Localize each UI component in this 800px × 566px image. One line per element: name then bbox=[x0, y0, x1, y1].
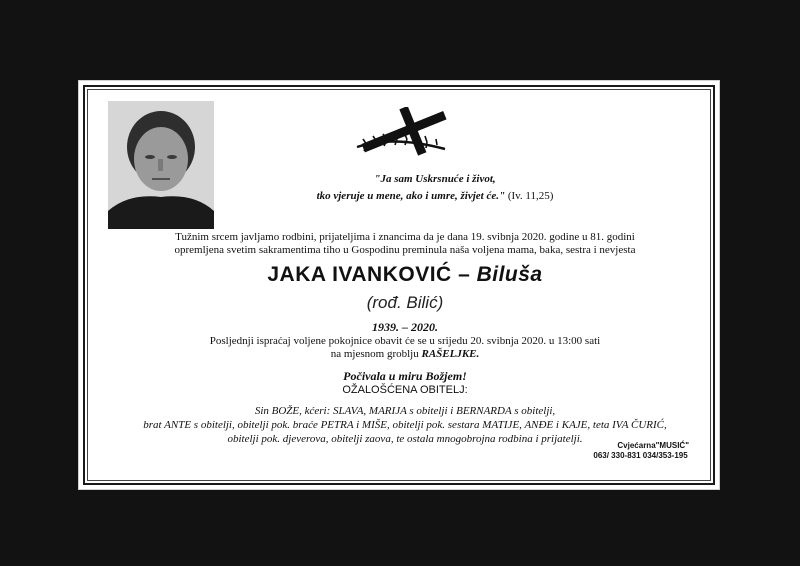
funeral-line-1: Posljednji ispraćaj voljene pokojnice obavit će se u srijedu 20. svibnja 2020. u 13:00 sati bbox=[209, 335, 601, 347]
quote-line-2: tko vjeruje u mene, ako i umre, živjet će." bbox=[316, 190, 506, 202]
scripture-quote bbox=[235, 171, 635, 205]
quote-line-1: "Ja sam Uskrsnuće i život, bbox=[374, 173, 496, 185]
family-heading: OŽALOŠĆENA OBITELJ: bbox=[342, 384, 468, 396]
name-dash: – bbox=[458, 263, 471, 286]
portrait-image bbox=[108, 101, 214, 229]
family-list bbox=[105, 404, 705, 446]
deceased-nickname: Biluša bbox=[476, 263, 543, 286]
life-years: 1939. – 2020. bbox=[372, 320, 438, 334]
family-line-1: Sin BOŽE, kćeri: SLAVA, MARIJA s obitelji i BERNARDA s obitelji, bbox=[254, 405, 556, 417]
family-line-3: obitelji pok. djeverova, obitelji zaova, te ostala mnogobrojna rodbina i prijatelji. bbox=[227, 433, 583, 445]
cross-with-palm-icon bbox=[353, 107, 457, 161]
announcement-text bbox=[105, 231, 705, 257]
obituary-card bbox=[78, 80, 720, 490]
florist-phones: 063/ 330-831 034/353-195 bbox=[593, 451, 688, 460]
rest-in-peace: Počivala u miru Božjem! bbox=[343, 369, 467, 383]
announcement-line-1: Tužnim srcem javljamo rodbini, prijateljima i znancima da je dana 19. svibnja 2020. godine u 81. godini bbox=[175, 231, 635, 243]
deceased-full-name: JAKA IVANKOVIĆ bbox=[267, 263, 452, 286]
announcement-line-2: opremljena svetim sakramentima tiho u Gospodinu preminula naša voljena mama, baka, sestra i nevjesta bbox=[174, 244, 636, 256]
maiden-name: (rođ. Bilić) bbox=[366, 293, 444, 312]
funeral-place: RAŠELJKE. bbox=[421, 348, 480, 360]
florist-name: Cvjećarna"MUSIĆ" bbox=[617, 441, 689, 450]
obituary-border bbox=[83, 85, 715, 485]
deceased-name bbox=[105, 263, 705, 287]
deceased-photo bbox=[108, 101, 214, 229]
quote-reference: (Iv. 11,25) bbox=[507, 190, 554, 202]
florist-credit bbox=[593, 441, 689, 461]
family-line-2: brat ANTE s obitelji, obitelji pok. braće PETRA i MIŠE, obitelji pok. sestara MATIJE, ANĐE i KAJE, teta IVA ČURIĆ, bbox=[143, 419, 667, 431]
funeral-info bbox=[105, 335, 705, 361]
funeral-line-2: na mjesnom groblju bbox=[330, 348, 419, 360]
